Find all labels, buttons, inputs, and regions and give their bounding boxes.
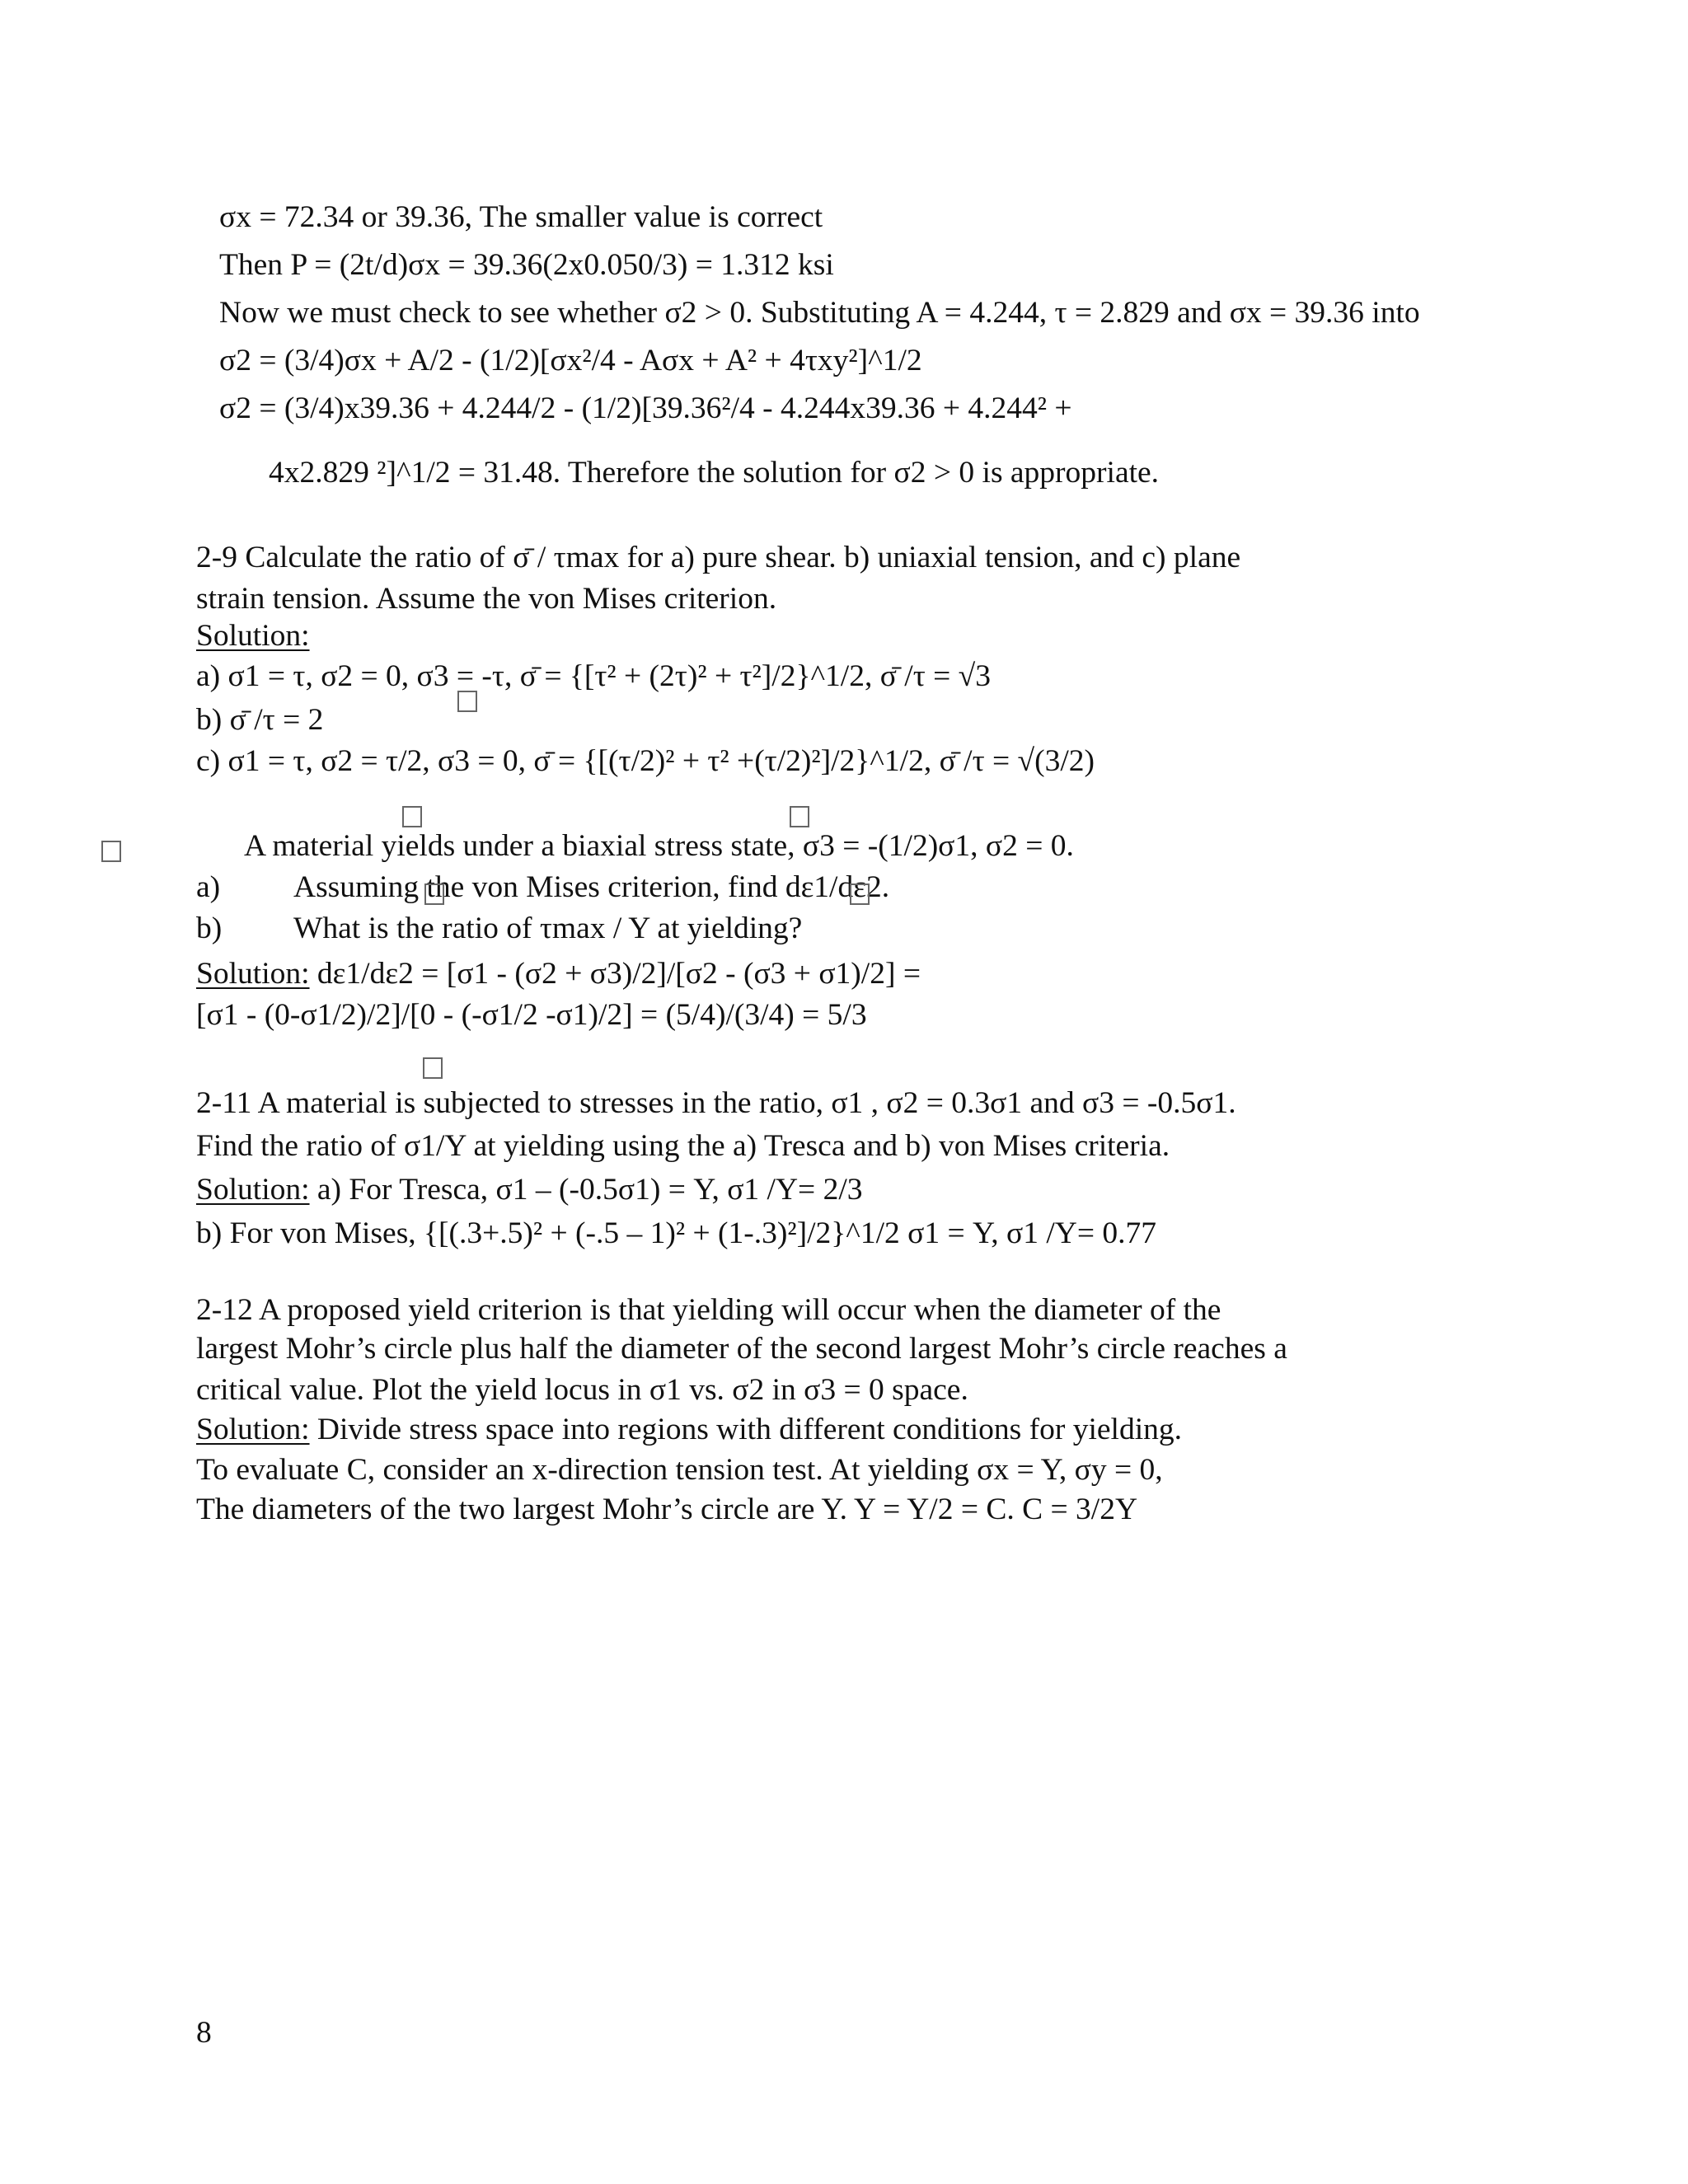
problem-2-10-part: Assuming the von Mises criterion, find dε1/dε2.	[293, 870, 890, 904]
missing-glyph-box	[850, 883, 870, 905]
solution-label: Solution:	[196, 1173, 310, 1207]
solution-line-group	[196, 1174, 863, 1206]
problem-2-12-statement: critical value. Plot the yield locus in σ1 vs. σ2 in σ3 = 0 space.	[196, 1373, 968, 1407]
problem-2-11-statement: Find the ratio of σ1/Y at yielding using the a) Tresca and b) von Mises criteria.	[196, 1129, 1170, 1163]
missing-glyph-box	[402, 806, 422, 827]
list-marker: a)	[196, 870, 221, 904]
solution-text: Divide stress space into regions with different conditions for yielding.	[309, 1413, 1183, 1446]
problem-2-10-part: What is the ratio of τmax / Y at yielding?	[293, 912, 803, 945]
solution-text: dε1/dε2 = [σ1 - (σ2 + σ3)/2]/[σ2 - (σ3 + σ1)/2] =	[309, 957, 921, 991]
equation-line: 4x2.829 ²]^1/2 = 31.48. Therefore the solution for σ2 > 0 is appropriate.	[269, 456, 1160, 490]
problem-2-11-statement: 2-11 A material is subjected to stresses in the ratio, σ1 , σ2 = 0.3σ1 and σ3 = -0.5σ1.	[196, 1086, 1236, 1120]
solution-line: [σ1 - (0-σ1/2)/2]/[0 - (-σ1/2 -σ1)/2] = (5/4)/(3/4) = 5/3	[196, 998, 867, 1032]
solution-line: b) σ̄ /τ = 2	[196, 703, 324, 737]
problem-2-9-statement: 2-9 Calculate the ratio of σ̄ / τmax for a) pure shear. b) uniaxial tension, and c) plane	[196, 541, 1241, 574]
problem-2-12-statement: largest Mohr’s circle plus half the diameter of the second largest Mohr’s circle reaches a	[196, 1332, 1287, 1366]
list-marker: b)	[196, 912, 223, 945]
problem-2-12-statement: 2-12 A proposed yield criterion is that yielding will occur when the diameter of the	[196, 1293, 1221, 1327]
solution-line: To evaluate C, consider an x-direction tension test. At yielding σx = Y, σy = 0,	[196, 1453, 1163, 1487]
text-line: Now we must check to see whether σ2 > 0. Substituting A = 4.244, τ = 2.829 and σx = 39.36 into	[219, 296, 1420, 330]
solution-text: a) For Tresca, σ1 – (-0.5σ1) = Y, σ1 /Y= 2/3	[309, 1173, 863, 1207]
equation-line: σ2 = (3/4)x39.36 + 4.244/2 - (1/2)[39.36²/4 - 4.244x39.36 + 4.244² +	[219, 391, 1072, 425]
text-line: σx = 72.34 or 39.36, The smaller value is correct	[219, 200, 823, 234]
problem-2-10-statement: A material yields under a biaxial stress state, σ3 = -(1/2)σ1, σ2 = 0.	[244, 829, 1074, 863]
solution-label: Solution:	[196, 619, 310, 653]
solution-line: c) σ1 = τ, σ2 = τ/2, σ3 = 0, σ̄ = {[(τ/2)² + τ² +(τ/2)²]/2}^1/2, σ̄ /τ = √(3/2)	[196, 744, 1095, 778]
missing-glyph-box	[101, 841, 121, 862]
solution-line: a) σ1 = τ, σ2 = 0, σ3 = -τ, σ̄ = {[τ² + (2τ)² + τ²]/2}^1/2, σ̄ /τ = √3	[196, 659, 992, 693]
solution-line: The diameters of the two largest Mohr’s circle are Y. Y = Y/2 = C. C = 3/2Y	[196, 1493, 1138, 1526]
missing-glyph-box	[423, 1057, 443, 1079]
solution-line-group	[196, 1414, 1182, 1446]
text-line: Then P = (2t/d)σx = 39.36(2x0.050/3) = 1.312 ksi	[219, 248, 834, 282]
solution-line: b) For von Mises, {[(.3+.5)² + (-.5 – 1)² + (1-.3)²]/2}^1/2 σ1 = Y, σ1 /Y= 0.77	[196, 1216, 1157, 1250]
solution-label: Solution:	[196, 957, 310, 991]
problem-2-9-statement: strain tension. Assume the von Mises criterion.	[196, 582, 777, 616]
missing-glyph-box	[457, 691, 477, 712]
solution-label: Solution:	[196, 1413, 310, 1446]
solution-line-group	[196, 958, 921, 990]
page-number: 8	[196, 2016, 212, 2050]
equation-line: σ2 = (3/4)σx + A/2 - (1/2)[σx²/4 - Aσx + A² + 4τxy²]^1/2	[219, 344, 922, 377]
missing-glyph-box	[424, 883, 444, 905]
missing-glyph-box	[790, 806, 809, 827]
